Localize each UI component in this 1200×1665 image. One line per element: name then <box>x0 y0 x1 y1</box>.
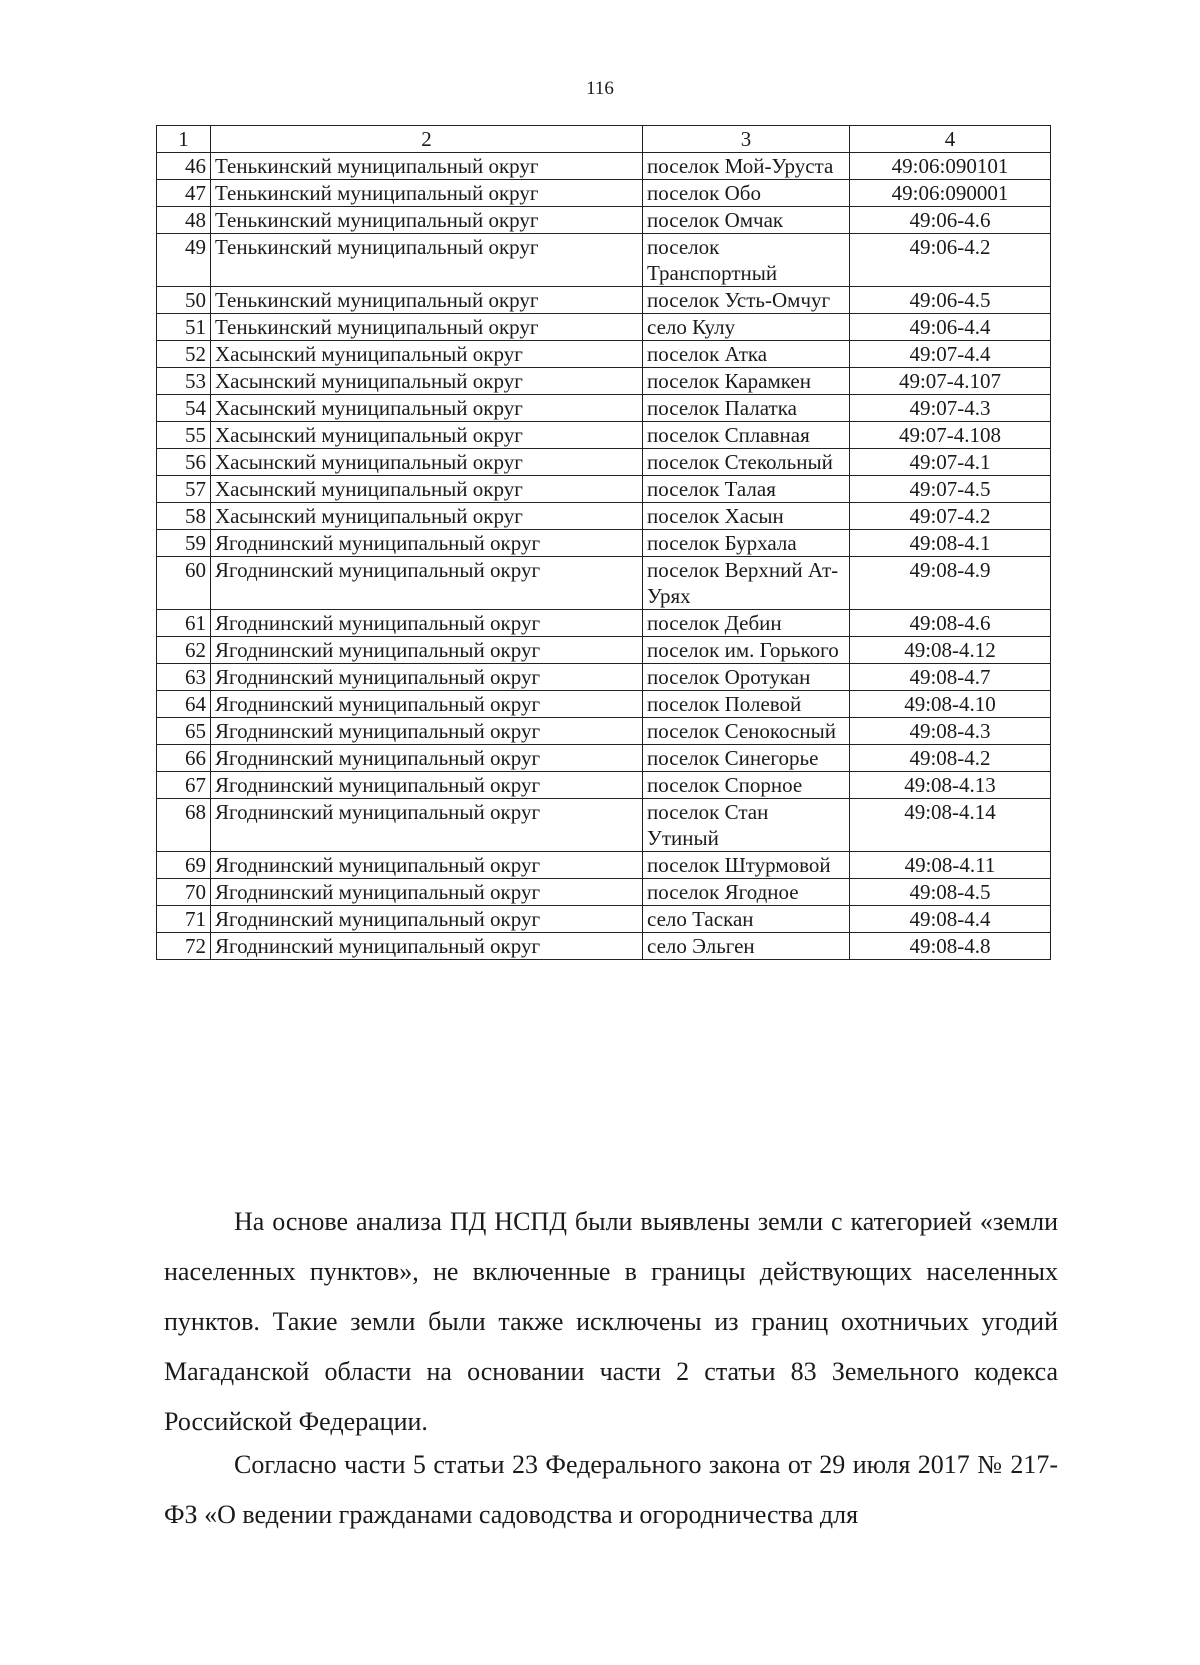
locality-cell: село Кулу <box>643 314 850 341</box>
district-cell: Хасынский муниципальный округ <box>211 395 643 422</box>
district-cell: Тенькинский муниципальный округ <box>211 234 643 287</box>
cadastral-cell: 49:07-4.3 <box>850 395 1051 422</box>
district-cell: Ягоднинский муниципальный округ <box>211 530 643 557</box>
cadastral-cell: 49:07-4.4 <box>850 341 1051 368</box>
cadastral-cell: 49:07-4.1 <box>850 449 1051 476</box>
table-row <box>157 637 1051 664</box>
row-number: 59 <box>157 530 211 557</box>
locality-cell: поселок им. Горького <box>643 637 850 664</box>
district-cell: Ягоднинский муниципальный округ <box>211 637 643 664</box>
table-row <box>157 153 1051 180</box>
table-header-row <box>157 126 1051 153</box>
paragraph-analysis: На основе анализа ПД НСПД были выявлены земли с категорией «земли населенных пунктов», не включенные в границы действующих населенных пунктов. Такие земли были также исключены из границ охотничьих угодий Магаданской области на основании части 2 статьи 83 Земельного кодекса Российской Федерации. <box>164 1207 1058 1436</box>
header-col-2: 2 <box>211 126 643 153</box>
row-number: 72 <box>157 933 211 960</box>
table-row <box>157 610 1051 637</box>
row-number: 71 <box>157 906 211 933</box>
row-number: 60 <box>157 557 211 610</box>
locality-cell: поселок Карамкен <box>643 368 850 395</box>
district-cell: Хасынский муниципальный округ <box>211 476 643 503</box>
cadastral-cell: 49:08-4.14 <box>850 799 1051 852</box>
table-row <box>157 503 1051 530</box>
cadastral-cell: 49:07-4.2 <box>850 503 1051 530</box>
district-cell: Хасынский муниципальный округ <box>211 341 643 368</box>
locality-cell: село Эльген <box>643 933 850 960</box>
locality-cell: поселок Обо <box>643 180 850 207</box>
district-cell: Тенькинский муниципальный округ <box>211 180 643 207</box>
cadastral-cell: 49:08-4.11 <box>850 852 1051 879</box>
table-row <box>157 341 1051 368</box>
table-row <box>157 557 1051 610</box>
table-row <box>157 691 1051 718</box>
cadastral-cell: 49:08-4.8 <box>850 933 1051 960</box>
row-number: 51 <box>157 314 211 341</box>
locality-cell: поселок Хасын <box>643 503 850 530</box>
table-row <box>157 772 1051 799</box>
locality-cell: поселок Палатка <box>643 395 850 422</box>
district-cell: Ягоднинский муниципальный округ <box>211 772 643 799</box>
cadastral-cell: 49:06-4.6 <box>850 207 1051 234</box>
table-row <box>157 180 1051 207</box>
locality-cell: поселок Синегорье <box>643 745 850 772</box>
locality-cell: село Таскан <box>643 906 850 933</box>
locality-cell: поселок Спорное <box>643 772 850 799</box>
row-number: 50 <box>157 287 211 314</box>
table-row <box>157 422 1051 449</box>
cadastral-cell: 49:06-4.5 <box>850 287 1051 314</box>
row-number: 47 <box>157 180 211 207</box>
district-cell: Ягоднинский муниципальный округ <box>211 664 643 691</box>
cadastral-cell: 49:07-4.107 <box>850 368 1051 395</box>
header-col-4: 4 <box>850 126 1051 153</box>
locality-cell: поселок Дебин <box>643 610 850 637</box>
district-cell: Тенькинский муниципальный округ <box>211 287 643 314</box>
district-cell: Хасынский муниципальный округ <box>211 422 643 449</box>
district-cell: Ягоднинский муниципальный округ <box>211 799 643 852</box>
locality-cell: поселок Транспортный <box>643 234 850 287</box>
row-number: 55 <box>157 422 211 449</box>
locality-cell: поселок Верхний Ат-Урях <box>643 557 850 610</box>
district-cell: Хасынский муниципальный округ <box>211 503 643 530</box>
row-number: 62 <box>157 637 211 664</box>
table-row <box>157 395 1051 422</box>
table-body <box>157 153 1051 960</box>
row-number: 70 <box>157 879 211 906</box>
cadastral-cell: 49:08-4.13 <box>850 772 1051 799</box>
row-number: 67 <box>157 772 211 799</box>
header-col-1: 1 <box>157 126 211 153</box>
locality-cell: поселок Талая <box>643 476 850 503</box>
row-number: 58 <box>157 503 211 530</box>
row-number: 68 <box>157 799 211 852</box>
district-cell: Ягоднинский муниципальный округ <box>211 718 643 745</box>
cadastral-cell: 49:07-4.108 <box>850 422 1051 449</box>
table-row <box>157 476 1051 503</box>
district-cell: Тенькинский муниципальный округ <box>211 314 643 341</box>
cadastral-cell: 49:08-4.2 <box>850 745 1051 772</box>
row-number: 63 <box>157 664 211 691</box>
table-row <box>157 449 1051 476</box>
cadastral-cell: 49:08-4.7 <box>850 664 1051 691</box>
table-row <box>157 234 1051 287</box>
page-number: 116 <box>586 78 614 99</box>
table-row <box>157 207 1051 234</box>
table-row <box>157 368 1051 395</box>
row-number: 52 <box>157 341 211 368</box>
locality-cell: поселок Усть-Омчуг <box>643 287 850 314</box>
table-row <box>157 879 1051 906</box>
district-cell: Хасынский муниципальный округ <box>211 449 643 476</box>
table-row <box>157 664 1051 691</box>
locality-cell: поселок Сенокосный <box>643 718 850 745</box>
cadastral-cell: 49:08-4.12 <box>850 637 1051 664</box>
cadastral-cell: 49:06:090101 <box>850 153 1051 180</box>
locality-cell: поселок Оротукан <box>643 664 850 691</box>
district-cell: Хасынский муниципальный округ <box>211 368 643 395</box>
district-cell: Ягоднинский муниципальный округ <box>211 691 643 718</box>
cadastral-cell: 49:08-4.9 <box>850 557 1051 610</box>
row-number: 56 <box>157 449 211 476</box>
table-row <box>157 530 1051 557</box>
locality-cell: поселок Стекольный <box>643 449 850 476</box>
table-row <box>157 906 1051 933</box>
cadastral-cell: 49:06-4.2 <box>850 234 1051 287</box>
district-cell: Ягоднинский муниципальный округ <box>211 933 643 960</box>
table-row <box>157 314 1051 341</box>
cadastral-cell: 49:08-4.4 <box>850 906 1051 933</box>
cadastral-cell: 49:07-4.5 <box>850 476 1051 503</box>
district-cell: Ягоднинский муниципальный округ <box>211 745 643 772</box>
row-number: 64 <box>157 691 211 718</box>
district-cell: Ягоднинский муниципальный округ <box>211 879 643 906</box>
row-number: 69 <box>157 852 211 879</box>
district-cell: Ягоднинский муниципальный округ <box>211 852 643 879</box>
table-row <box>157 718 1051 745</box>
table-row <box>157 933 1051 960</box>
row-number: 66 <box>157 745 211 772</box>
row-number: 53 <box>157 368 211 395</box>
row-number: 46 <box>157 153 211 180</box>
locality-cell: поселок Ягодное <box>643 879 850 906</box>
locality-cell: поселок Полевой <box>643 691 850 718</box>
locality-cell: поселок Мой-Уруста <box>643 153 850 180</box>
header-col-3: 3 <box>643 126 850 153</box>
cadastral-cell: 49:08-4.6 <box>850 610 1051 637</box>
cadastral-cell: 49:06:090001 <box>850 180 1051 207</box>
cadastral-cell: 49:08-4.5 <box>850 879 1051 906</box>
paragraph-law-reference: Согласно части 5 статьи 23 Федерального закона от 29 июля 2017 № 217- ФЗ «О ведении гражданами садоводства и огородничества для <box>164 1450 1058 1529</box>
district-cell: Ягоднинский муниципальный округ <box>211 557 643 610</box>
cadastral-cell: 49:06-4.4 <box>850 314 1051 341</box>
locality-cell: поселок Стан Утиный <box>643 799 850 852</box>
table-row <box>157 287 1051 314</box>
cadastral-cell: 49:08-4.1 <box>850 530 1051 557</box>
row-number: 49 <box>157 234 211 287</box>
cadastral-cell: 49:08-4.3 <box>850 718 1051 745</box>
locality-cell: поселок Бурхала <box>643 530 850 557</box>
table-row <box>157 745 1051 772</box>
locality-cell: поселок Омчак <box>643 207 850 234</box>
district-cell: Тенькинский муниципальный округ <box>211 207 643 234</box>
district-cell: Ягоднинский муниципальный округ <box>211 610 643 637</box>
row-number: 61 <box>157 610 211 637</box>
row-number: 57 <box>157 476 211 503</box>
row-number: 48 <box>157 207 211 234</box>
table-row <box>157 852 1051 879</box>
table-row <box>157 799 1051 852</box>
row-number: 65 <box>157 718 211 745</box>
district-cell: Ягоднинский муниципальный округ <box>211 906 643 933</box>
row-number: 54 <box>157 395 211 422</box>
locality-cell: поселок Атка <box>643 341 850 368</box>
district-cell: Тенькинский муниципальный округ <box>211 153 643 180</box>
locality-cell: поселок Штурмовой <box>643 852 850 879</box>
settlements-table <box>156 125 1051 960</box>
cadastral-cell: 49:08-4.10 <box>850 691 1051 718</box>
locality-cell: поселок Сплавная <box>643 422 850 449</box>
